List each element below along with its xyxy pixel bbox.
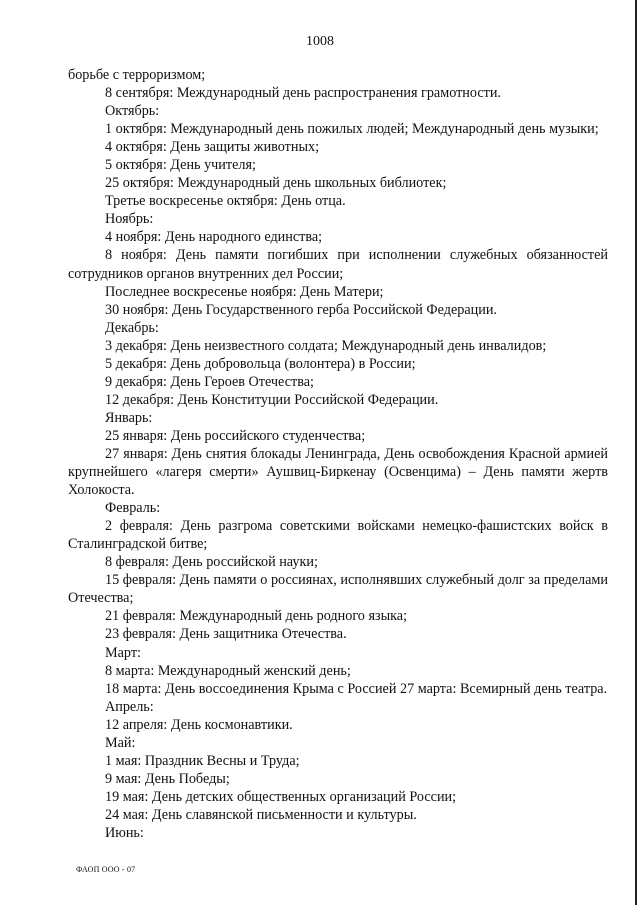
text-line: 8 марта: Международный женский день;: [105, 662, 351, 679]
text-line: 30 ноября: День Государственного герба Российской Федерации.: [105, 301, 497, 318]
text-line: 8 февраля: День российской науки;: [105, 554, 318, 571]
text-line: 15 февраля: День памяти о россиянах, исполнявших служебный долг за пределами Отечества;: [68, 572, 608, 607]
text-line: Декабрь:: [105, 319, 159, 336]
text-line: Ноябрь:: [105, 211, 154, 228]
document-body: [68, 66, 608, 842]
text-line: 25 октября: Международный день школьных библиотек;: [105, 175, 447, 192]
text-line: Июнь:: [105, 824, 144, 841]
text-line: Апрель:: [105, 698, 154, 715]
text-line: Май:: [105, 734, 136, 751]
text-line: 5 октября: День учителя;: [105, 157, 256, 174]
text-line: 1 октября: Международный день пожилых людей; Международный день музыки;: [105, 121, 599, 138]
text-line: Январь:: [105, 409, 153, 426]
text-line: 12 апреля: День космонавтики.: [105, 716, 293, 733]
text-line: Третье воскресенье октября: День отца.: [105, 193, 346, 210]
text-line: 25 января: День российского студенчества;: [105, 427, 366, 444]
text-line: 2 февраля: День разгрома советскими войсками немецко-фашистских войск в Сталинградской битве;: [68, 518, 608, 553]
text-line: 4 ноября: День народного единства;: [105, 229, 323, 246]
text-line: 9 мая: День Победы;: [105, 770, 230, 787]
text-line: 1 мая: Праздник Весны и Труда;: [105, 752, 300, 769]
page-number: 1008: [306, 34, 334, 49]
text-line: Март:: [105, 644, 141, 661]
text-line: Последнее воскресенье ноября: День Матери;: [105, 283, 384, 300]
text-line: 4 октября: День защиты животных;: [105, 139, 320, 156]
text-line: 8 ноября: День памяти погибших при исполнении служебных обязанностей сотрудников органов внутренних дел России;: [68, 247, 608, 282]
text-line: борьбе с терроризмом;: [68, 67, 206, 83]
text-line: Февраль:: [105, 500, 161, 517]
text-line: 21 февраля: Международный день родного языка;: [105, 608, 408, 625]
footer-code: ФАОП ООО - 07: [76, 865, 136, 874]
text-line: Октябрь:: [105, 103, 160, 120]
text-line: 24 мая: День славянской письменности и культуры.: [105, 806, 417, 823]
text-line: 27 января: День снятия блокады Ленинграда, День освобождения Красной армией крупнейшего «лагеря смерти» Аушвиц-Биркенау (Освенцима) – День памяти жертв Холокоста.: [68, 445, 608, 499]
text-line: 5 декабря: День добровольца (волонтера) в России;: [105, 355, 416, 372]
text-line: 8 сентября: Международный день распространения грамотности.: [105, 85, 501, 102]
text-line: 12 декабря: День Конституции Российской Федерации.: [105, 391, 439, 408]
text-line: 18 марта: День воссоединения Крыма с Россией 27 марта: Всемирный день театра.: [105, 680, 608, 697]
scan-border-line: [635, 0, 637, 905]
text-line: 3 декабря: День неизвестного солдата; Международный день инвалидов;: [105, 337, 547, 354]
text-line: 23 февраля: День защитника Отечества.: [105, 626, 347, 643]
text-line: 19 мая: День детских общественных организаций России;: [105, 788, 457, 805]
text-line: 9 декабря: День Героев Отечества;: [105, 373, 314, 390]
